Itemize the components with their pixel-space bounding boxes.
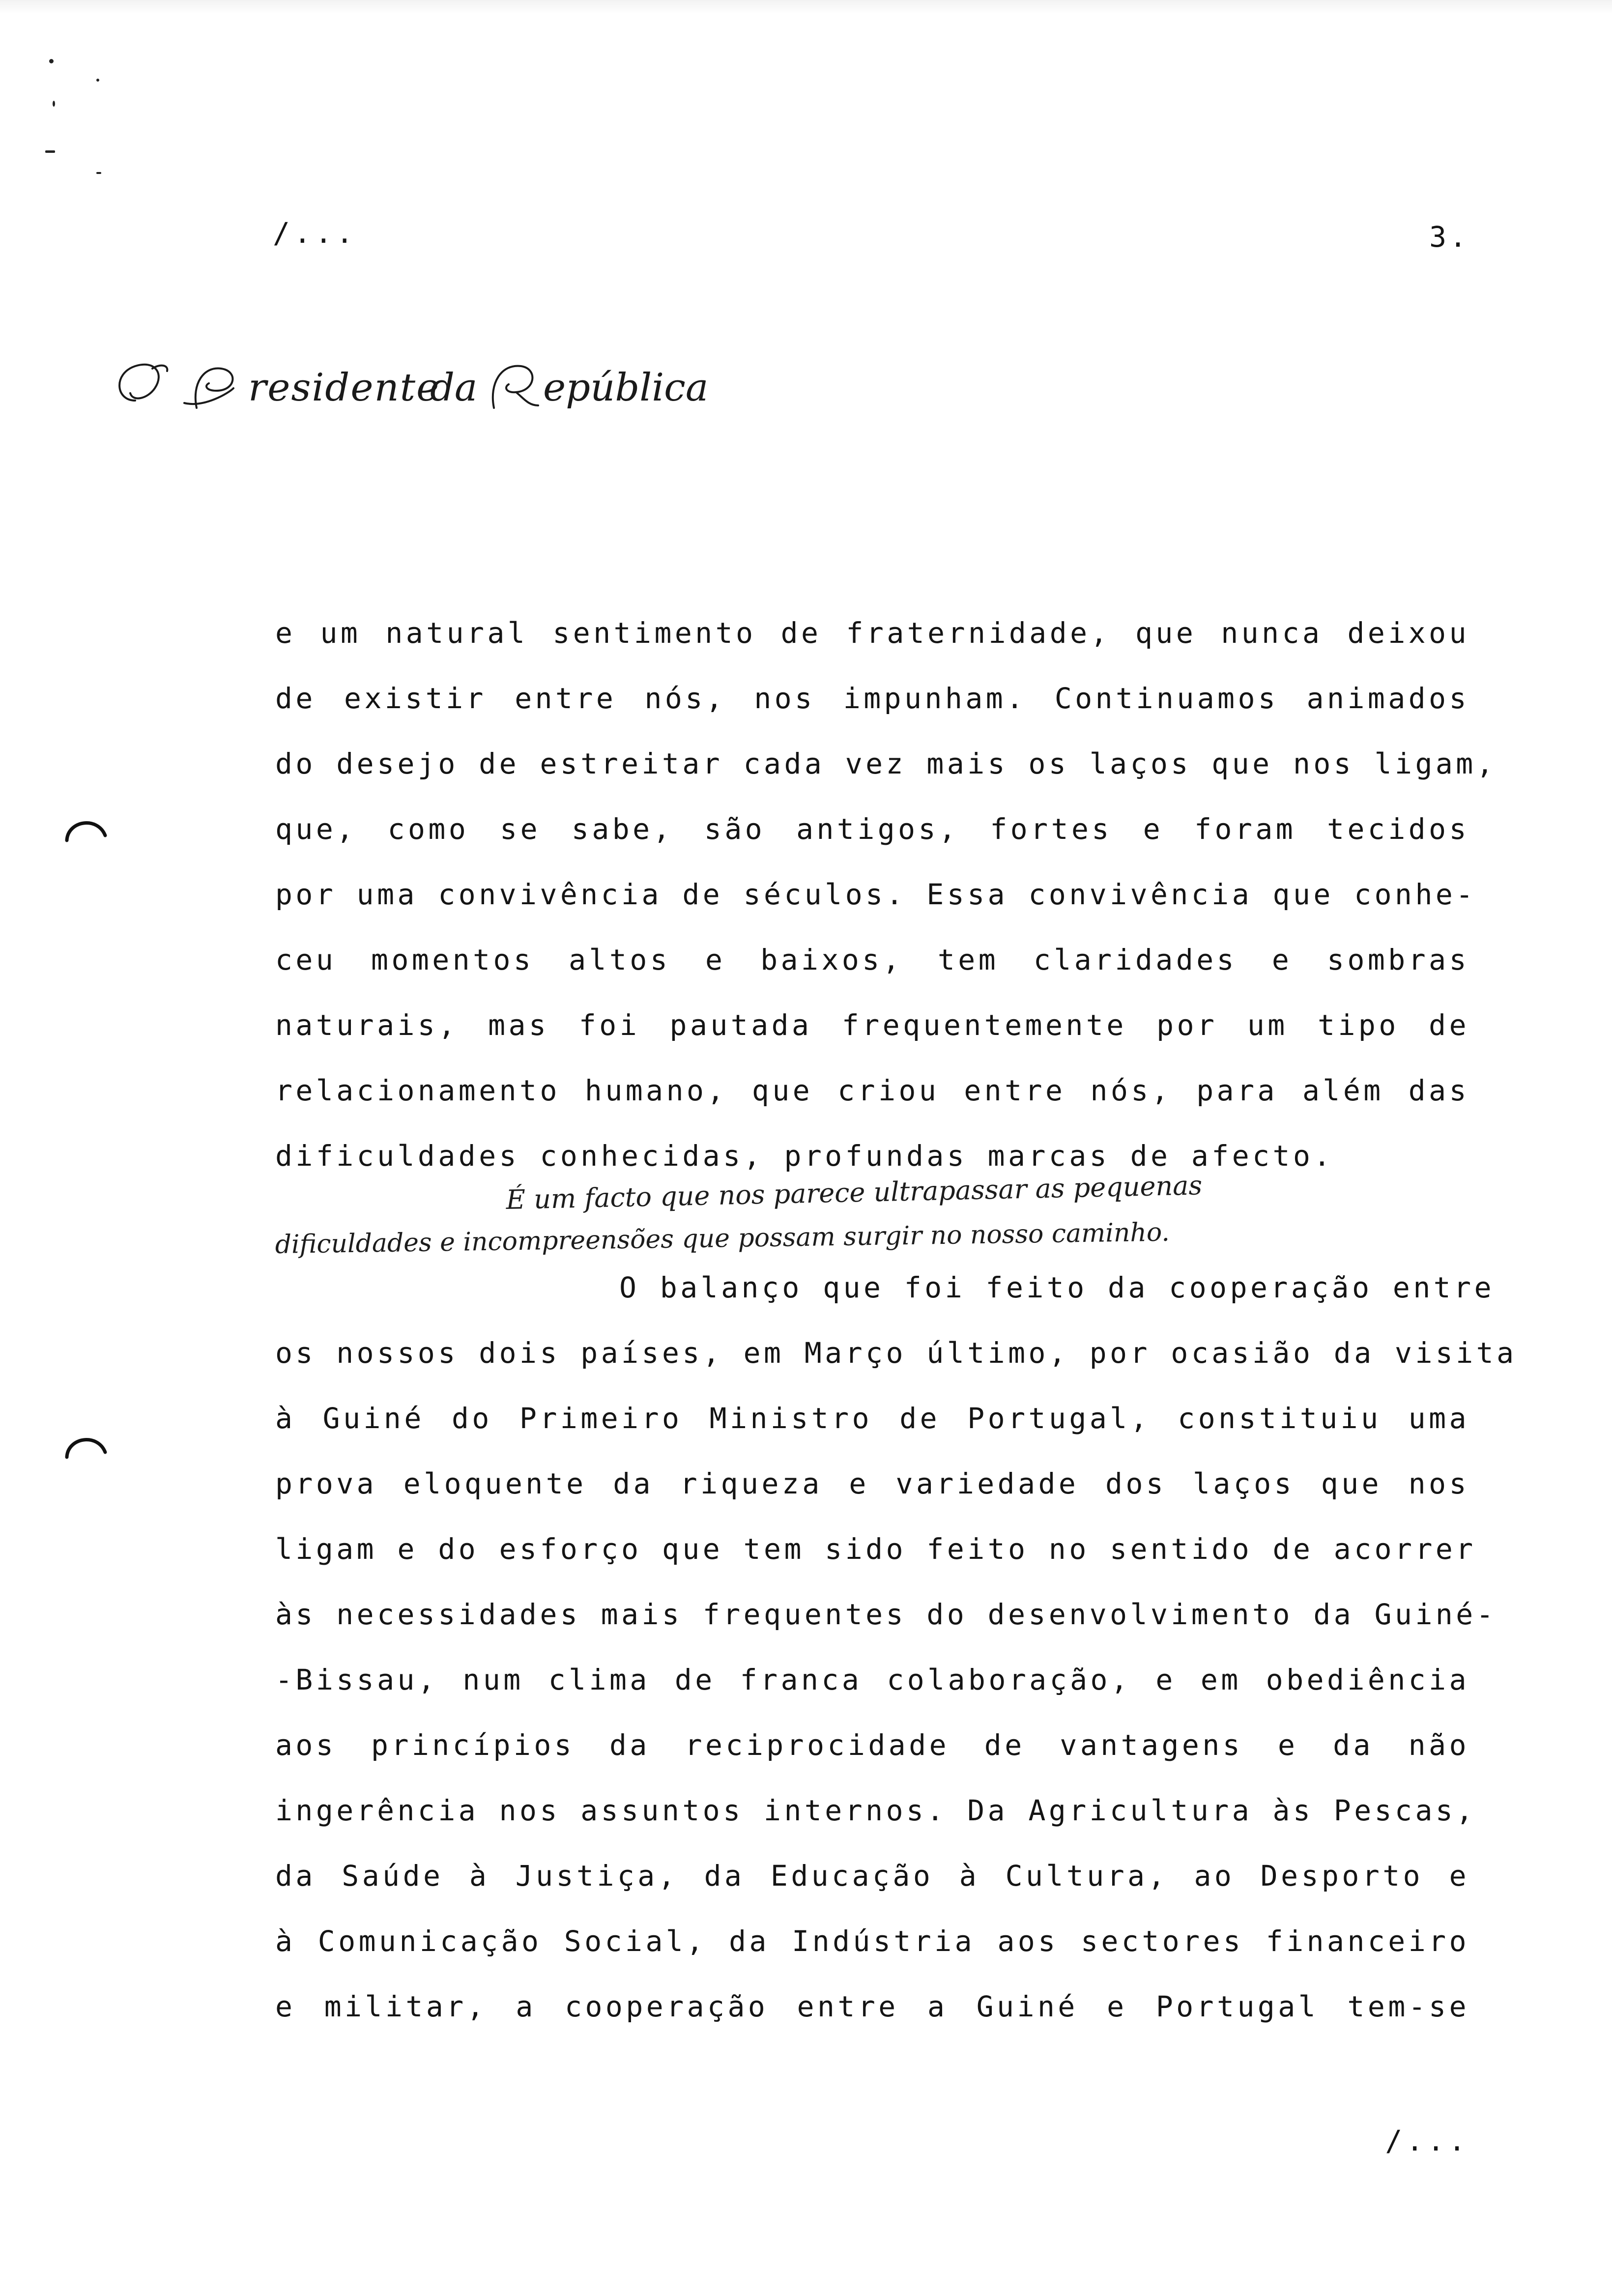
- text-line: prova eloquente da riqueza e variedade dos laços que nos: [275, 1467, 1469, 1500]
- letterhead: [106, 337, 709, 428]
- text-line: às necessidades mais frequentes do desenvolvimento da Guiné-: [275, 1598, 1497, 1631]
- text-line: aos princípios da reciprocidade de vantagens e da não: [275, 1728, 1469, 1762]
- text-line: ligam e do esforço que tem sido feito no sentido de acorrer: [275, 1532, 1476, 1566]
- text-line: O balanço que foi feito da cooperação entre: [619, 1271, 1495, 1304]
- page-number: 3.: [1429, 220, 1469, 254]
- text-line: que, como se sabe, são antigos, fortes e foram tecidos: [275, 812, 1469, 846]
- handwritten-line-1: É um facto que nos parece ultrapassar as pequenas: [505, 1170, 1203, 1215]
- svg-text:da: da: [430, 366, 478, 410]
- text-line: e um natural sentimento de fraternidade, que nunca deixou: [275, 616, 1469, 650]
- text-line: dificuldades conhecidas, profundas marcas de afecto.: [275, 1139, 1334, 1173]
- continuation-mark-bottom: /...: [1385, 2124, 1469, 2157]
- paragraph-2: [275, 1255, 1517, 2039]
- handwritten-line-2: dificuldades e incompreensões que possam surgir no nosso caminho.: [275, 1217, 1170, 1260]
- text-line: relacionamento humano, que criou entre nós, para além das: [275, 1074, 1469, 1107]
- text-line: por uma convivência de séculos. Essa convivência que conhe-: [275, 878, 1476, 911]
- svg-text:residente: residente: [248, 366, 440, 410]
- text-line: naturais, mas foi pautada frequentemente por um tipo de: [275, 1008, 1469, 1042]
- text-line: e militar, a cooperação entre a Guiné e Portugal tem-se: [275, 1990, 1469, 2023]
- text-line: ceu momentos altos e baixos, tem claridades e sombras: [275, 943, 1469, 976]
- text-line: da Saúde à Justiça, da Educação à Cultura, ao Desporto e: [275, 1859, 1469, 1893]
- punch-hole-mark-bottom: [63, 1428, 108, 1473]
- text-line: -Bissau, num clima de franca colaboração, e em obediência: [275, 1663, 1469, 1696]
- letterhead-script-logo: [106, 337, 709, 428]
- text-line: à Comunicação Social, da Indústria aos sectores financeiro: [275, 1924, 1469, 1958]
- svg-text:epública: epública: [543, 366, 709, 410]
- text-line: do desejo de estreitar cada vez mais os laços que nos ligam,: [275, 747, 1497, 780]
- punch-hole-mark-top: [63, 811, 108, 856]
- letterhead-text: O Presidente da República: [106, 337, 224, 346]
- text-line: os nossos dois países, em Março último, por ocasião da visita: [275, 1336, 1517, 1370]
- scan-edge: [0, 0, 1612, 14]
- paragraph-1: [275, 601, 1497, 1189]
- continuation-mark-top: /...: [273, 216, 357, 250]
- text-line: à Guiné do Primeiro Ministro de Portugal, constituiu uma: [275, 1402, 1469, 1435]
- text-line: de existir entre nós, nos impunham. Continuamos animados: [275, 682, 1469, 715]
- text-line: ingerência nos assuntos internos. Da Agricultura às Pescas,: [275, 1794, 1476, 1827]
